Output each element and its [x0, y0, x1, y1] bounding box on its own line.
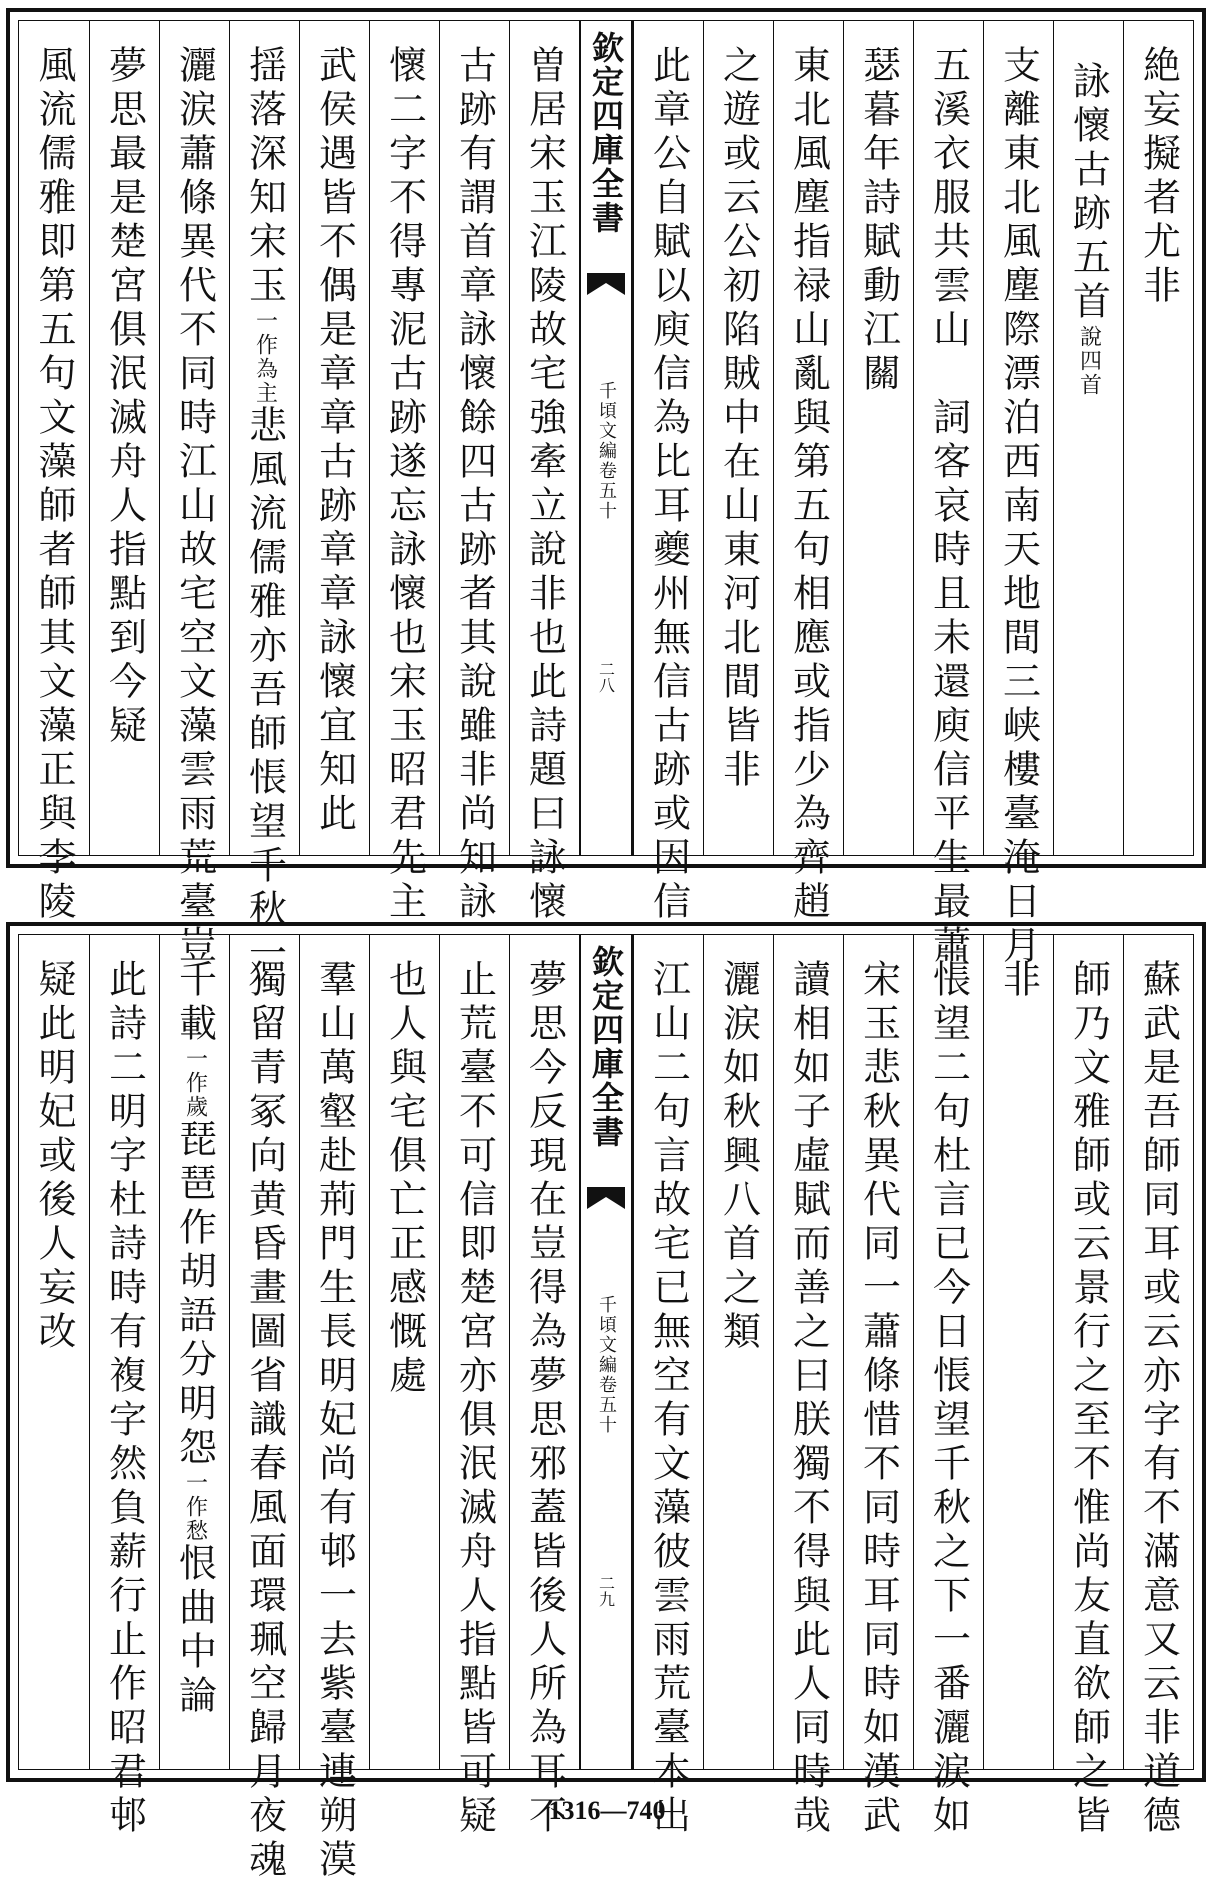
column: 此章公自賦以庾信為比耳夔州無信古跡或因信	[633, 21, 703, 855]
column: 詠懷古跡五首說四首	[1053, 21, 1123, 855]
column: 灑涙如秋興八首之類	[703, 935, 773, 1769]
folio-number: 二九	[596, 1575, 616, 1607]
column: 疑此明妃或後人妄改	[32, 959, 76, 1355]
column: 悵望二句杜言已今日悵望千秋之下一番灑涙如	[913, 935, 983, 1769]
volume-label: 千頃文編卷五十	[596, 1295, 617, 1435]
column: 東北風塵指禄山亂與第五句相應或指少為齊趙	[773, 21, 843, 855]
column: 灑涙蕭條異代不同時江山故宅空文藻雲雨荒臺豈	[159, 21, 229, 855]
page-number: 1316—740	[548, 1796, 666, 1825]
column: 獨留青冢向黄昏畫圖省識春風面環珮空歸月夜魂	[229, 935, 299, 1769]
column: 絶妄擬者尤非	[1123, 21, 1193, 855]
column: 非	[983, 935, 1053, 1769]
column: 支離東北風塵際漂泊西南天地間三峡樓臺淹日月	[983, 21, 1053, 855]
column: 此詩二明字杜詩時有複字然負薪行止作昭君邨	[89, 935, 159, 1769]
fishtail-mark	[587, 273, 625, 295]
column: 夢思今反現在豈得為夢思邪蓋皆後人所為耳不	[509, 935, 579, 1769]
banner-title: 欽定四庫全書	[587, 31, 625, 235]
column: 之遊或云公初陷賊中在山東河北間皆非	[703, 21, 773, 855]
column: 武侯遇皆不偶是章章古跡章章詠懷宜知此	[299, 21, 369, 855]
folio-number: 二八	[596, 661, 616, 693]
volume-label: 千頃文編卷五十	[596, 381, 617, 521]
column: 古跡有謂首章詠懷餘四古跡者其說雖非尚知詠	[439, 21, 509, 855]
column: 羣山萬壑赴荊門生長明妃尚有邨一去紫臺連朔漠	[299, 935, 369, 1769]
column: 揺落深知宋玉一作為主悲風流儒雅亦吾師悵望千秋一	[229, 21, 299, 855]
banner-title: 欽定四庫全書	[587, 945, 625, 1149]
text-frame	[18, 20, 1194, 977]
center-fold	[579, 21, 633, 855]
column: 宋玉悲秋異代同一蕭條惜不同時耳同時如漢武	[843, 935, 913, 1769]
column: 止荒臺不可信即楚宮亦俱泯滅舟人指點皆可疑	[439, 935, 509, 1769]
column: 五溪衣服共雲山 詞客哀時且未還庾信平生最蕭	[913, 21, 983, 855]
column: 蘇武是吾師同耳或云亦字有不滿意又云非道德	[1123, 935, 1193, 1769]
page-top	[6, 8, 1206, 977]
column: 風流儒雅即第五句文藻師者師其文藻正與李陵	[32, 45, 76, 925]
center-fold	[579, 935, 633, 1769]
column: 讀相如子虛賦而善之曰朕獨不得與此人同時哉	[773, 935, 843, 1769]
column: 江山二句言故宅已無空有文藻彼雲雨荒臺本出	[633, 935, 703, 1769]
fishtail-mark	[587, 1187, 625, 1209]
column: 也人與宅俱亡正感慨處	[369, 935, 439, 1769]
column: 曽居宋玉江陵故宅強牽立說非也此詩題曰詠懷	[509, 21, 579, 855]
column: 千載一作歲琵琶作胡語分明怨一作愁恨曲中論	[159, 935, 229, 1769]
column: 師乃文雅師或云景行之至不惟尚友直欲師之皆	[1053, 935, 1123, 1769]
column: 夢思最是楚宮俱泯滅舟人指點到今疑	[89, 21, 159, 855]
column: 瑟暮年詩賦動江關	[843, 21, 913, 855]
column: 懷二字不得專泥古跡遂忘詠懷也宋玉昭君先主	[369, 21, 439, 855]
